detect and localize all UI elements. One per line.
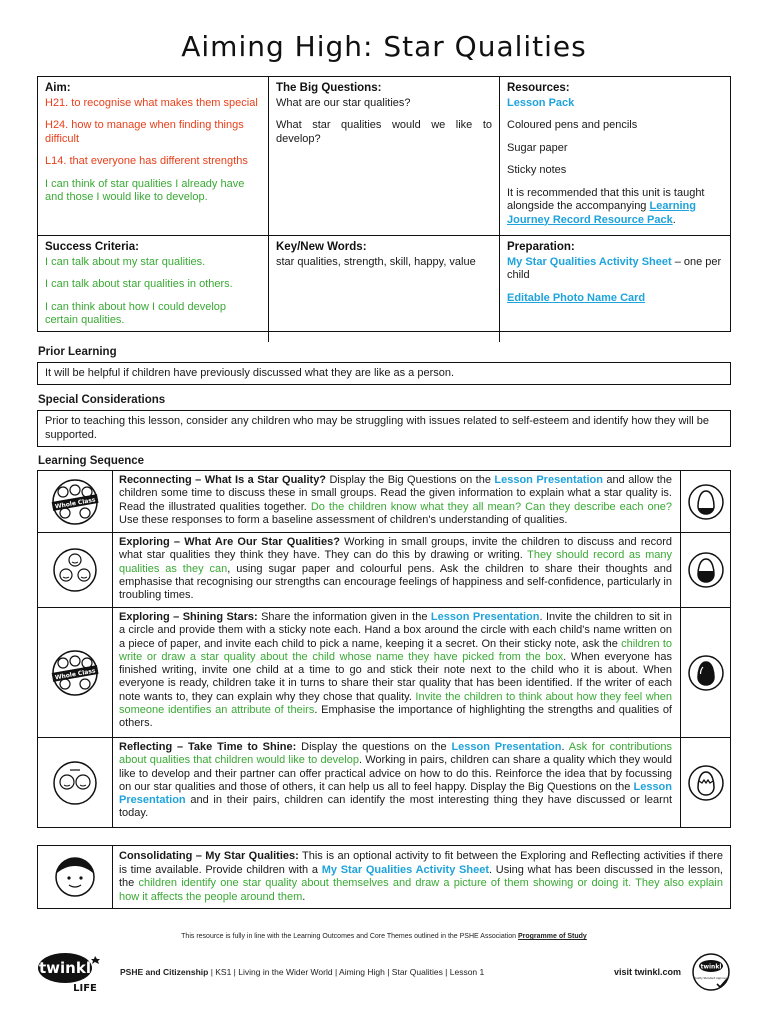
key-words-list: star qualities, strength, skill, happy, value — [276, 255, 476, 268]
preparation-sheet: My Star Qualities Activity Sheet – one per child — [507, 255, 722, 281]
lesson-overview-table — [37, 76, 731, 332]
preparation-heading: Preparation: — [507, 241, 575, 253]
big-questions-cell — [269, 77, 500, 236]
icon-cell — [38, 846, 113, 908]
footer-breadcrumb: PSHE and Citizenship | KS1 | Living in the Wider World | Aiming High | Star Qualities | Lesson 1 — [120, 967, 485, 977]
special-considerations-box: Prior to teaching this lesson, consider any children who may be struggling with issues related to self-esteem and identify how they will be supported. — [37, 410, 731, 447]
lesson-presentation-link[interactable]: Lesson Presentation — [451, 741, 562, 753]
whole-class-badge: Whole Class — [54, 495, 97, 510]
aim-h21: H21. to recognise what makes them special — [45, 96, 258, 109]
egg-cell — [680, 738, 730, 827]
activity-sheet-link[interactable]: My Star Qualities Activity Sheet — [507, 255, 672, 268]
resources-cell — [500, 77, 730, 236]
learning-sequence-heading: Learning Sequence — [38, 455, 145, 467]
visit-link[interactable]: visit twinkl.com — [613, 967, 681, 977]
exploring-qualities-text: Exploring – What Are Our Star Qualities? Working in small groups, invite the children to discuss and record what star qualities they think they have. They can do this by drawing or writing. They should record as many qualities as they can, using sugar paper and colourful pens. Ask the children to share their thoughts and emphasise that recognising our strengths can encourage feelings of happiness and self-confidence, particularly in troubling times. — [119, 536, 672, 602]
consolidating-text: Consolidating – My Star Qualities: This is an optional activity to fit between the Exploring and Reflecting activities if there is time available. Provide children with a My Star Qualities Activity Sheet. Using what has been discussed in the lesson, the children identify one star quality about themselves and draw a picture of them showing or doing it. They also explain how it affects the people around them. — [119, 850, 723, 903]
resource-recommend: It is recommended that this unit is taught alongside the accompanying Learning Journey Record Resource Pack. — [507, 186, 705, 226]
egg-progress-icon — [687, 654, 725, 692]
logo-word: twinkl — [39, 959, 91, 977]
egg-progress-icon — [687, 483, 725, 521]
reconnecting-text: Reconnecting – What Is a Star Quality? Display the Big Questions on the Lesson Presentation and allow the children some time to discuss these in small groups. Read the given information to explain what a star quality is. Read the illustrated qualities together. Do the children know what they all mean? Can they describe each one? Use these responses to form a baseline assessment of children's understanding of qualities. — [119, 474, 672, 526]
sequence-row-exploring-1 — [38, 533, 730, 608]
resources-heading: Resources: — [507, 82, 570, 94]
small-group-icon — [52, 547, 98, 593]
success-2: I can talk about star qualities in others. — [45, 278, 233, 290]
whole-class-icon — [50, 649, 100, 697]
footnote: This resource is fully in line with the Learning Outcomes and Core Themes outlined in the PSHE Association Programme of Study — [181, 933, 587, 940]
whole-class-icon — [50, 478, 100, 526]
quality-badge-icon — [691, 952, 731, 992]
prior-learning-box: It will be helpful if children have previously discussed what they are like as a person. — [37, 362, 731, 385]
aim-i-can: I can think of star qualities I already have and those I would like to develop. — [45, 177, 245, 203]
icon-cell — [38, 608, 113, 737]
icon-cell — [38, 533, 113, 607]
programme-of-study-link[interactable]: Programme of Study — [517, 933, 587, 940]
shining-stars-text: Exploring – Shining Stars: Share the information given in the Lesson Presentation. Invite the children to sit in a circle and provide them with a sticky note each. Hand a box around the circle with each child's name written on a piece of paper, and invite each child to pick a name, keeping it a secret. On their sticky note, ask the children to write or draw a star quality about the child whose name they have picked from the box. When everyone has finished writing, invite one child at a time to go and stick their note next to the child who it is about. When everyone is ready, children take it in turns to share their star quality that has been identified. If the writer of each note wants to, they can explain why they chose that quality. Invite the children to think about how they feel when someone identifies an attribute of theirs. Emphasise the importance of highlighting the strengths and qualities of others. — [119, 611, 672, 730]
aim-cell — [38, 77, 269, 236]
pair-work-icon — [52, 760, 98, 806]
lesson-presentation-link[interactable]: Lesson Presentation — [119, 780, 672, 807]
success-criteria-cell — [38, 236, 269, 342]
icon-cell — [38, 471, 113, 532]
big-questions-heading: The Big Questions: — [276, 82, 382, 94]
resource-paper: Sugar paper — [507, 141, 568, 154]
individual-icon — [54, 856, 96, 898]
sequence-row-reconnecting — [38, 471, 730, 533]
photo-name-card-link[interactable]: Editable Photo Name Card — [507, 291, 646, 304]
key-words-cell — [269, 236, 500, 342]
page-title: Aiming High: Star Qualities — [181, 30, 587, 63]
icon-cell — [38, 738, 113, 827]
preparation-cell — [500, 236, 730, 342]
resource-notes: Sticky notes — [507, 164, 567, 176]
big-question-1: What are our star qualities? — [276, 96, 411, 109]
egg-progress-icon — [687, 764, 725, 802]
aim-h24: H24. how to manage when finding things difficult — [45, 119, 244, 145]
learning-journey-link[interactable]: Learning Journey Record Resource Pack — [507, 200, 696, 226]
egg-cell — [680, 471, 730, 532]
aim-heading: Aim: — [45, 82, 71, 94]
sequence-row-reflecting — [38, 738, 730, 827]
activity-sheet-link[interactable]: My Star Qualities Activity Sheet — [321, 863, 490, 876]
lesson-presentation-link[interactable]: Lesson Presentation — [430, 611, 540, 623]
egg-progress-icon — [687, 551, 725, 589]
success-1: I can talk about my star qualities. — [45, 255, 206, 268]
consolidating-box — [37, 845, 731, 909]
reflecting-text: Reflecting – Take Time to Shine: Display the questions on the Lesson Presentation. Ask for contributions about qualities that children would like to develop. Working in pairs, children can share a quality which they would like to develop and their partner can offer practical advice on how to do this. Reinforce the idea that by focussing on our star qualities and those of others, it can help us all to feel happy. Display the Big Questions on the Lesson Presentation and in their pairs, children can identify the most interesting thing they have discussed or learnt today. — [119, 741, 673, 820]
special-considerations-heading: Special Considerations — [38, 394, 166, 406]
sequence-row-exploring-2 — [38, 608, 730, 738]
whole-class-badge: Whole Class — [54, 666, 97, 681]
resource-pens: Coloured pens and pencils — [507, 119, 638, 131]
twinkl-life-logo — [37, 950, 107, 994]
lesson-presentation-link[interactable]: Lesson Presentation — [494, 474, 603, 486]
egg-cell — [680, 533, 730, 607]
aim-l14: L14. that everyone has different strengths — [45, 155, 248, 167]
learning-sequence-table — [37, 470, 731, 828]
logo-sub: LIFE — [73, 983, 97, 994]
success-heading: Success Criteria: — [45, 241, 139, 253]
key-words-heading: Key/New Words: — [276, 241, 367, 253]
footer — [37, 950, 731, 995]
big-question-2: What star qualities would we like to develop? — [276, 119, 492, 145]
prior-learning-heading: Prior Learning — [38, 346, 117, 358]
badge-sub: Quality Standard Approved — [693, 977, 729, 980]
success-3: I can think about how I could develop certain qualities. — [45, 300, 227, 326]
lesson-pack-link[interactable]: Lesson Pack — [507, 96, 575, 109]
badge-word: twinkl — [700, 963, 722, 971]
egg-cell — [680, 608, 730, 737]
